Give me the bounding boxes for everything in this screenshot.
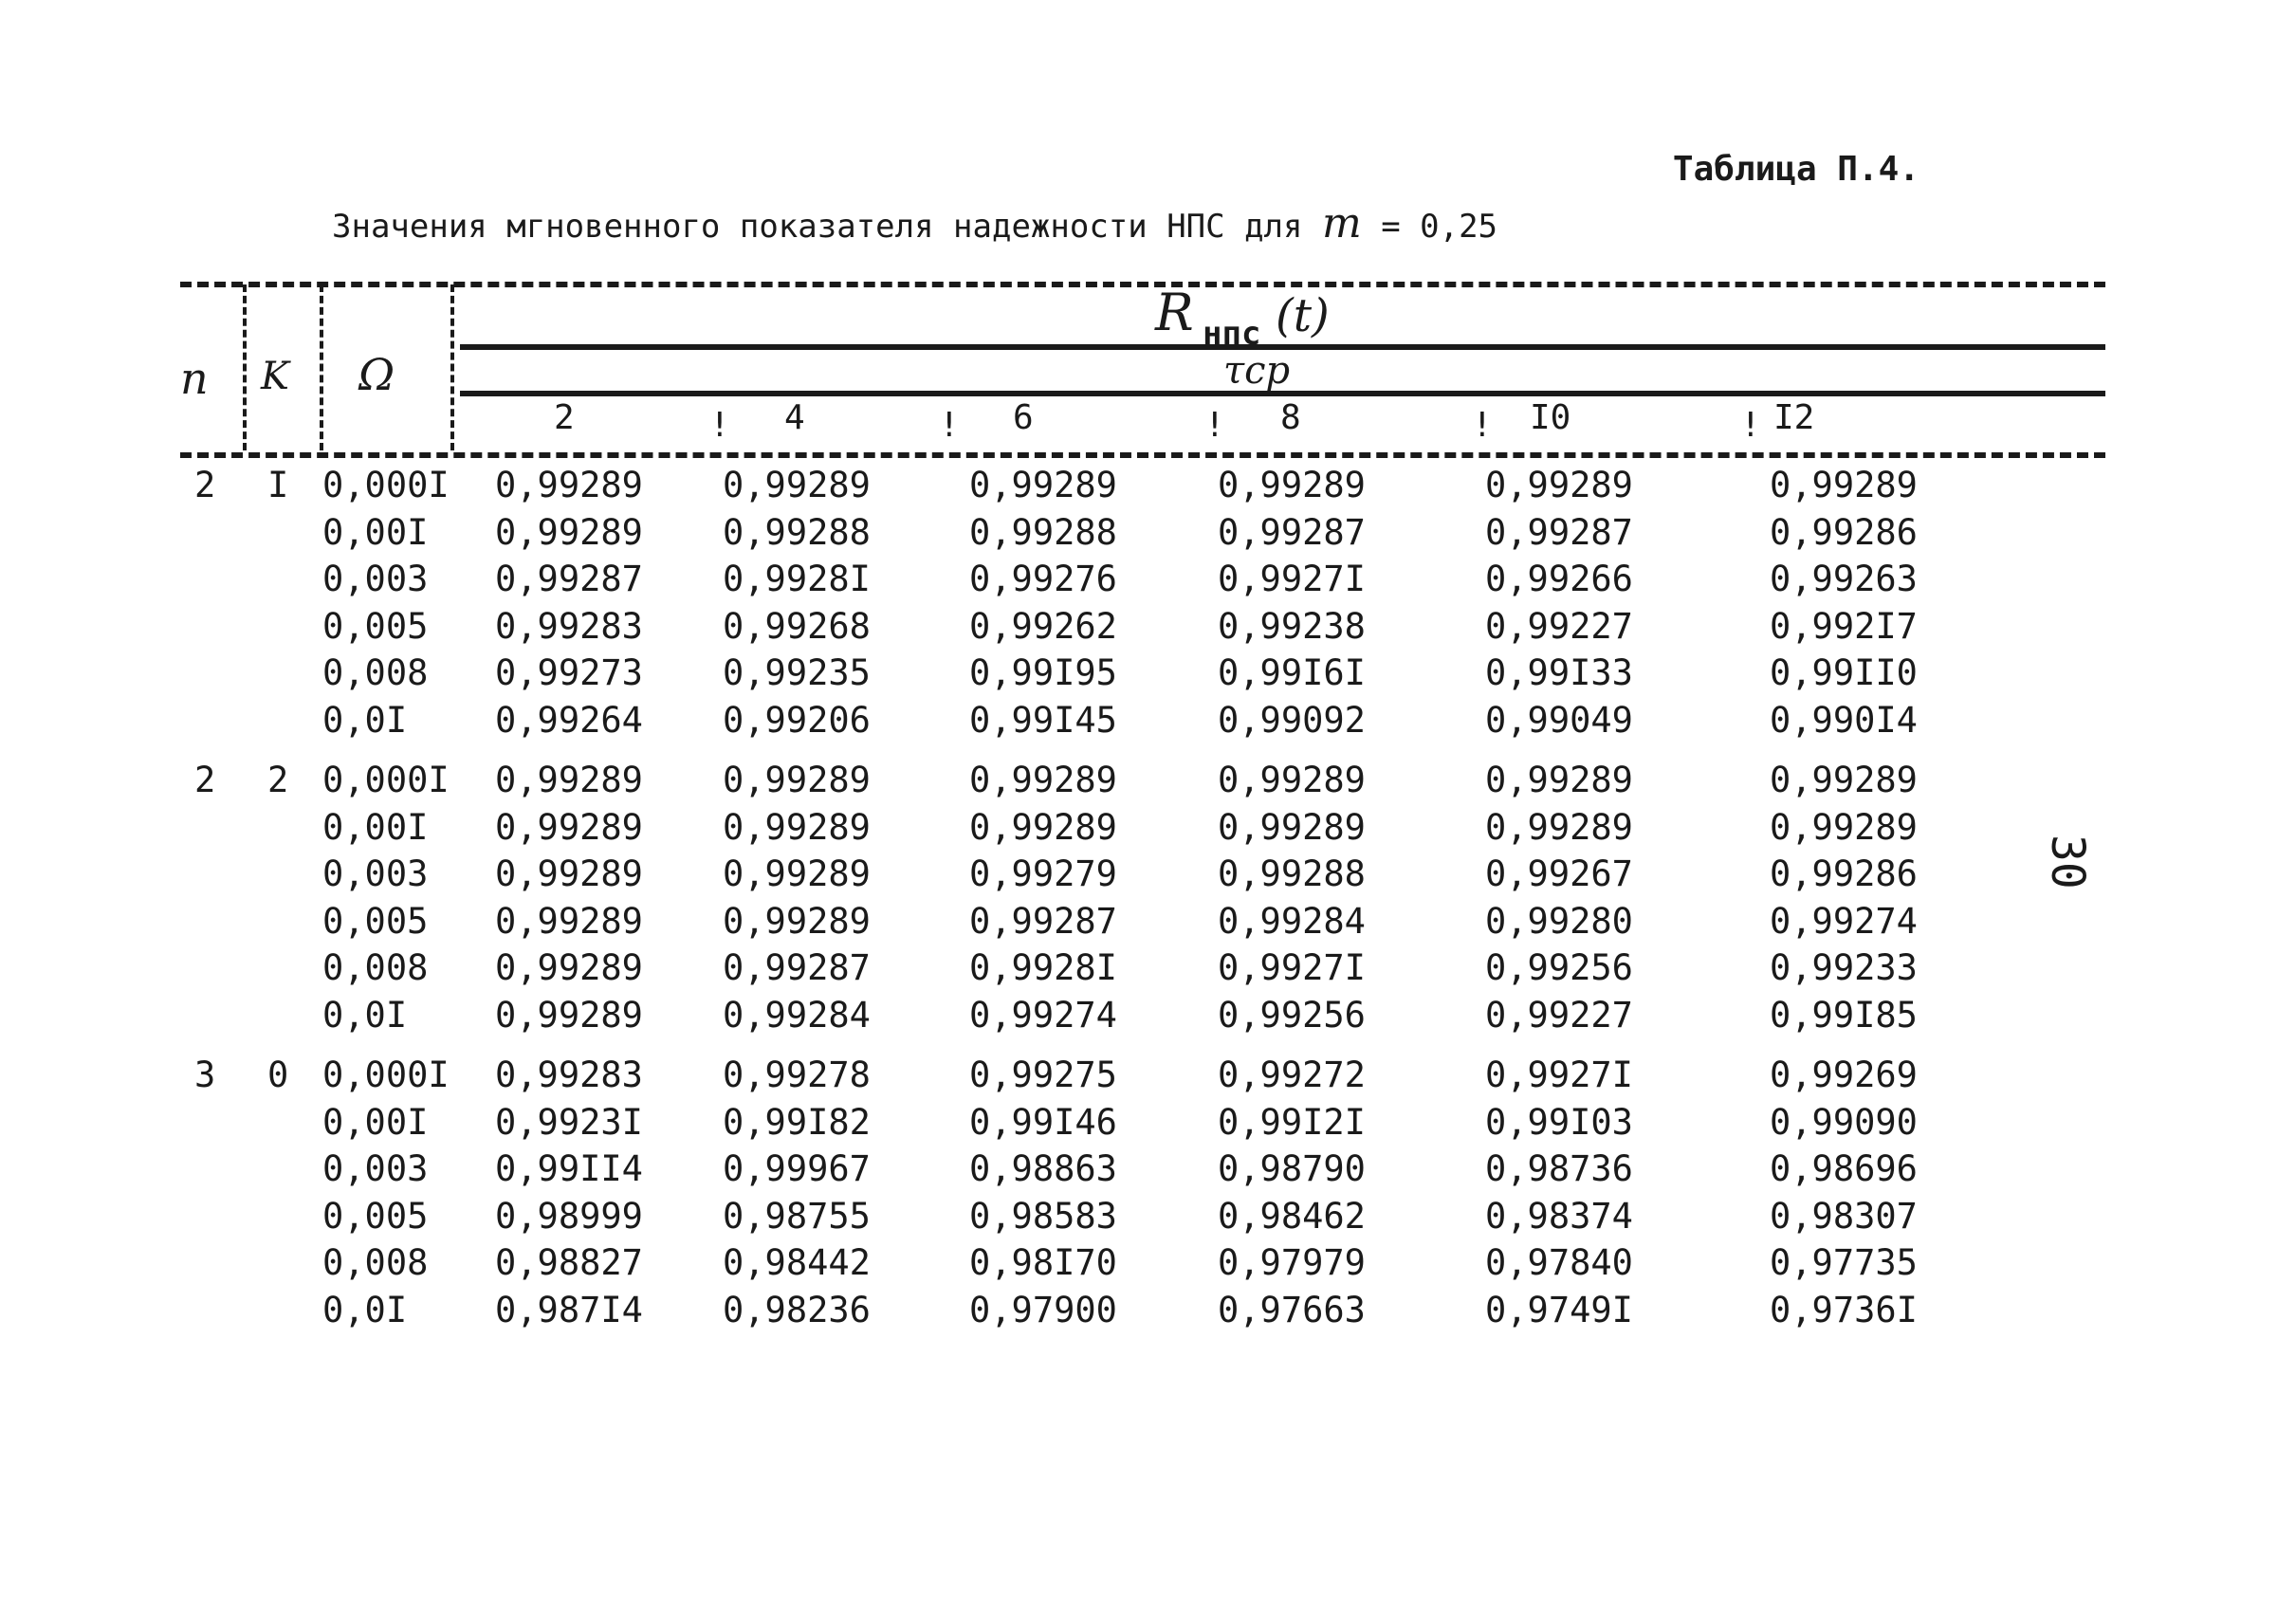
table-cell: 0,98755 xyxy=(723,1195,871,1237)
table-cell: 0,99280 xyxy=(1485,900,1633,942)
row-omega-value: 0,008 xyxy=(322,947,429,988)
row-omega-value: 0,005 xyxy=(322,1195,429,1237)
row-omega-value: 0,005 xyxy=(322,900,429,942)
table-cell: 0,99287 xyxy=(969,900,1117,942)
table-cell: 0,9927I xyxy=(1218,947,1366,988)
table-cell: 0,99289 xyxy=(495,511,643,553)
header-bottom-rule xyxy=(180,452,2105,458)
table-cell: 0,99289 xyxy=(495,947,643,988)
table-cell: 0,99279 xyxy=(969,853,1117,894)
row-omega-value: 0,000I xyxy=(322,1055,450,1095)
table-caption xyxy=(332,199,1497,248)
column-header-12: I2 xyxy=(1773,398,1815,437)
page-number: 30 xyxy=(2041,835,2094,890)
column-separator: ! xyxy=(1204,406,1225,445)
row-omega-value: 0,003 xyxy=(322,853,429,894)
table-cell: 0,99286 xyxy=(1770,511,1918,553)
table-cell: 0,97663 xyxy=(1218,1289,1366,1330)
table-cell: 0,9928I xyxy=(969,947,1117,988)
row-omega-value: 0,005 xyxy=(322,605,429,647)
table-cell: 0,99283 xyxy=(495,1055,643,1095)
table-cell: 0,98863 xyxy=(969,1148,1117,1189)
row-omega-value: 0,00I xyxy=(322,511,429,553)
table-cell: 0,99289 xyxy=(1770,760,1918,800)
table-cell: 0,99289 xyxy=(969,806,1117,848)
table-cell: 0,97900 xyxy=(969,1289,1117,1330)
subheader-tau: τср xyxy=(1223,349,1291,393)
header-k: K xyxy=(261,355,289,398)
table-cell: 0,98307 xyxy=(1770,1195,1918,1237)
table-cell: 0,99275 xyxy=(969,1055,1117,1095)
table-cell: 0,98696 xyxy=(1770,1148,1918,1189)
row-omega-value: 0,00I xyxy=(322,1101,429,1143)
table-cell: 0,99289 xyxy=(495,900,643,942)
table-cell: 0,99I45 xyxy=(969,699,1117,741)
table-cell: 0,99I85 xyxy=(1770,994,1918,1036)
table-cell: 0,98999 xyxy=(495,1195,643,1237)
row-omega-value: 0,0I xyxy=(322,699,408,741)
table-cell: 0,98374 xyxy=(1485,1195,1633,1237)
group-header-subscript: нпс xyxy=(1203,315,1261,353)
table-cell: 0,98236 xyxy=(723,1289,871,1330)
table-cell: 0,99206 xyxy=(723,699,871,741)
table-cell: 0,99267 xyxy=(1485,853,1633,894)
table-cell: 0,99289 xyxy=(723,900,871,942)
table-cell: 0,98736 xyxy=(1485,1148,1633,1189)
column-divider xyxy=(243,284,247,450)
table-cell: 0,9927I xyxy=(1218,559,1366,599)
table-cell: 0,99273 xyxy=(495,652,643,693)
table-cell: 0,99276 xyxy=(969,559,1117,599)
caption-symbol: m xyxy=(1321,199,1362,248)
row-k-value: I xyxy=(267,465,289,505)
table-cell: 0,99I95 xyxy=(969,652,1117,693)
column-separator: ! xyxy=(1740,406,1761,445)
column-header-2: 2 xyxy=(554,398,575,437)
table-cell: 0,99090 xyxy=(1770,1101,1918,1143)
column-header-6: 6 xyxy=(1013,398,1034,437)
table-cell: 0,99289 xyxy=(495,994,643,1036)
table-cell: 0,99I6I xyxy=(1218,652,1366,693)
table-cell: 0,99092 xyxy=(1218,699,1366,741)
table-cell: 0,99289 xyxy=(723,465,871,505)
table-cell: 0,99289 xyxy=(495,465,643,505)
table-cell: 0,99289 xyxy=(1485,760,1633,800)
table-cell: 0,9749I xyxy=(1485,1289,1633,1330)
table-cell: 0,99274 xyxy=(969,994,1117,1036)
table-cell: 0,98583 xyxy=(969,1195,1117,1237)
table-cell: 0,98827 xyxy=(495,1242,643,1283)
column-separator: ! xyxy=(1472,406,1493,445)
table-cell: 0,99284 xyxy=(1218,900,1366,942)
table-cell: 0,99289 xyxy=(1485,806,1633,848)
table-cell: 0,99289 xyxy=(723,853,871,894)
row-omega-value: 0,000I xyxy=(322,760,450,800)
table-cell: 0,99289 xyxy=(969,465,1117,505)
table-cell: 0,99227 xyxy=(1485,994,1633,1036)
table-cell: 0,9736I xyxy=(1770,1289,1918,1330)
table-cell: 0,99289 xyxy=(495,760,643,800)
table-cell: 0,98790 xyxy=(1218,1148,1366,1189)
row-omega-value: 0,000I xyxy=(322,465,450,505)
table-cell: 0,99286 xyxy=(1770,853,1918,894)
table-cell: 0,99289 xyxy=(495,853,643,894)
table-cell: 0,99287 xyxy=(1485,511,1633,553)
table-number-label: Таблица П.4. xyxy=(1672,150,1919,189)
table-cell: 0,99235 xyxy=(723,652,871,693)
header-n: n xyxy=(180,353,209,404)
table-cell: 0,99I2I xyxy=(1218,1101,1366,1143)
row-omega-value: 0,0I xyxy=(322,994,408,1036)
table-cell: 0,99289 xyxy=(1218,806,1366,848)
table-cell: 0,98462 xyxy=(1218,1195,1366,1237)
row-k-value: 0 xyxy=(267,1055,289,1095)
table-cell: 0,99284 xyxy=(723,994,871,1036)
table-cell: 0,99238 xyxy=(1218,605,1366,647)
table-top-rule xyxy=(180,282,2105,287)
table-cell: 0,99263 xyxy=(1770,559,1918,599)
row-k-value: 2 xyxy=(267,760,289,800)
table-cell: 0,99287 xyxy=(495,559,643,599)
table-cell: 0,99289 xyxy=(1770,465,1918,505)
table-cell: 0,99287 xyxy=(1218,511,1366,553)
column-separator: ! xyxy=(939,406,960,445)
table-cell: 0,99967 xyxy=(723,1148,871,1189)
table-cell: 0,99266 xyxy=(1485,559,1633,599)
table-cell: 0,99233 xyxy=(1770,947,1918,988)
table-cell: 0,99II0 xyxy=(1770,652,1918,693)
table-cell: 0,990I4 xyxy=(1770,699,1918,741)
column-header-4: 4 xyxy=(784,398,805,437)
table-cell: 0,99288 xyxy=(969,511,1117,553)
table-cell: 0,99289 xyxy=(1218,465,1366,505)
caption-text: Значения мгновенного показателя надежности НПС для xyxy=(332,208,1303,246)
table-cell: 0,99II4 xyxy=(495,1148,643,1189)
caption-value: = 0,25 xyxy=(1381,208,1498,246)
table-cell: 0,99I82 xyxy=(723,1101,871,1143)
row-omega-value: 0,008 xyxy=(322,1242,429,1283)
table-cell: 0,99289 xyxy=(1770,806,1918,848)
column-separator: ! xyxy=(709,406,730,445)
table-cell: 0,99289 xyxy=(723,760,871,800)
table-cell: 0,99264 xyxy=(495,699,643,741)
table-cell: 0,99I03 xyxy=(1485,1101,1633,1143)
table-cell: 0,97840 xyxy=(1485,1242,1633,1283)
table-cell: 0,9923I xyxy=(495,1101,643,1143)
row-omega-value: 0,003 xyxy=(322,1148,429,1189)
row-n-value: 2 xyxy=(194,465,216,505)
table-cell: 0,99288 xyxy=(723,511,871,553)
table-cell: 0,99272 xyxy=(1218,1055,1366,1095)
group-header-arg: (t) xyxy=(1276,289,1330,342)
table-cell: 0,99I33 xyxy=(1485,652,1633,693)
table-cell: 0,992I7 xyxy=(1770,605,1918,647)
table-cell: 0,99268 xyxy=(723,605,871,647)
row-n-value: 3 xyxy=(194,1055,216,1095)
table-cell: 0,99278 xyxy=(723,1055,871,1095)
group-header-r: R xyxy=(1155,283,1194,342)
column-header-10: I0 xyxy=(1530,398,1571,437)
table-cell: 0,99289 xyxy=(969,760,1117,800)
table-cell: 0,99289 xyxy=(495,806,643,848)
column-divider xyxy=(450,284,454,450)
table-cell: 0,98I70 xyxy=(969,1242,1117,1283)
table-cell: 0,99256 xyxy=(1218,994,1366,1036)
table-cell: 0,99287 xyxy=(723,947,871,988)
row-n-value: 2 xyxy=(194,760,216,800)
column-divider xyxy=(320,284,323,450)
row-omega-value: 0,00I xyxy=(322,806,429,848)
table-cell: 0,97979 xyxy=(1218,1242,1366,1283)
table-cell: 0,99283 xyxy=(495,605,643,647)
table-cell: 0,99049 xyxy=(1485,699,1633,741)
header-omega: Ω xyxy=(358,349,395,400)
row-omega-value: 0,008 xyxy=(322,652,429,693)
table-cell: 0,98442 xyxy=(723,1242,871,1283)
table-cell: 0,99269 xyxy=(1770,1055,1918,1095)
table-cell: 0,99289 xyxy=(1218,760,1366,800)
table-cell: 0,99262 xyxy=(969,605,1117,647)
table-cell: 0,99227 xyxy=(1485,605,1633,647)
table-cell: 0,99I46 xyxy=(969,1101,1117,1143)
table-cell: 0,99289 xyxy=(1485,465,1633,505)
table-cell: 0,97735 xyxy=(1770,1242,1918,1283)
table-cell: 0,9927I xyxy=(1485,1055,1633,1095)
table-cell: 0,99289 xyxy=(723,806,871,848)
row-omega-value: 0,0I xyxy=(322,1289,408,1330)
table-cell: 0,987I4 xyxy=(495,1289,643,1330)
table-cell: 0,9928I xyxy=(723,559,871,599)
table-cell: 0,99288 xyxy=(1218,853,1366,894)
table-cell: 0,99256 xyxy=(1485,947,1633,988)
column-header-8: 8 xyxy=(1280,398,1301,437)
row-omega-value: 0,003 xyxy=(322,559,429,599)
table-cell: 0,99274 xyxy=(1770,900,1918,942)
